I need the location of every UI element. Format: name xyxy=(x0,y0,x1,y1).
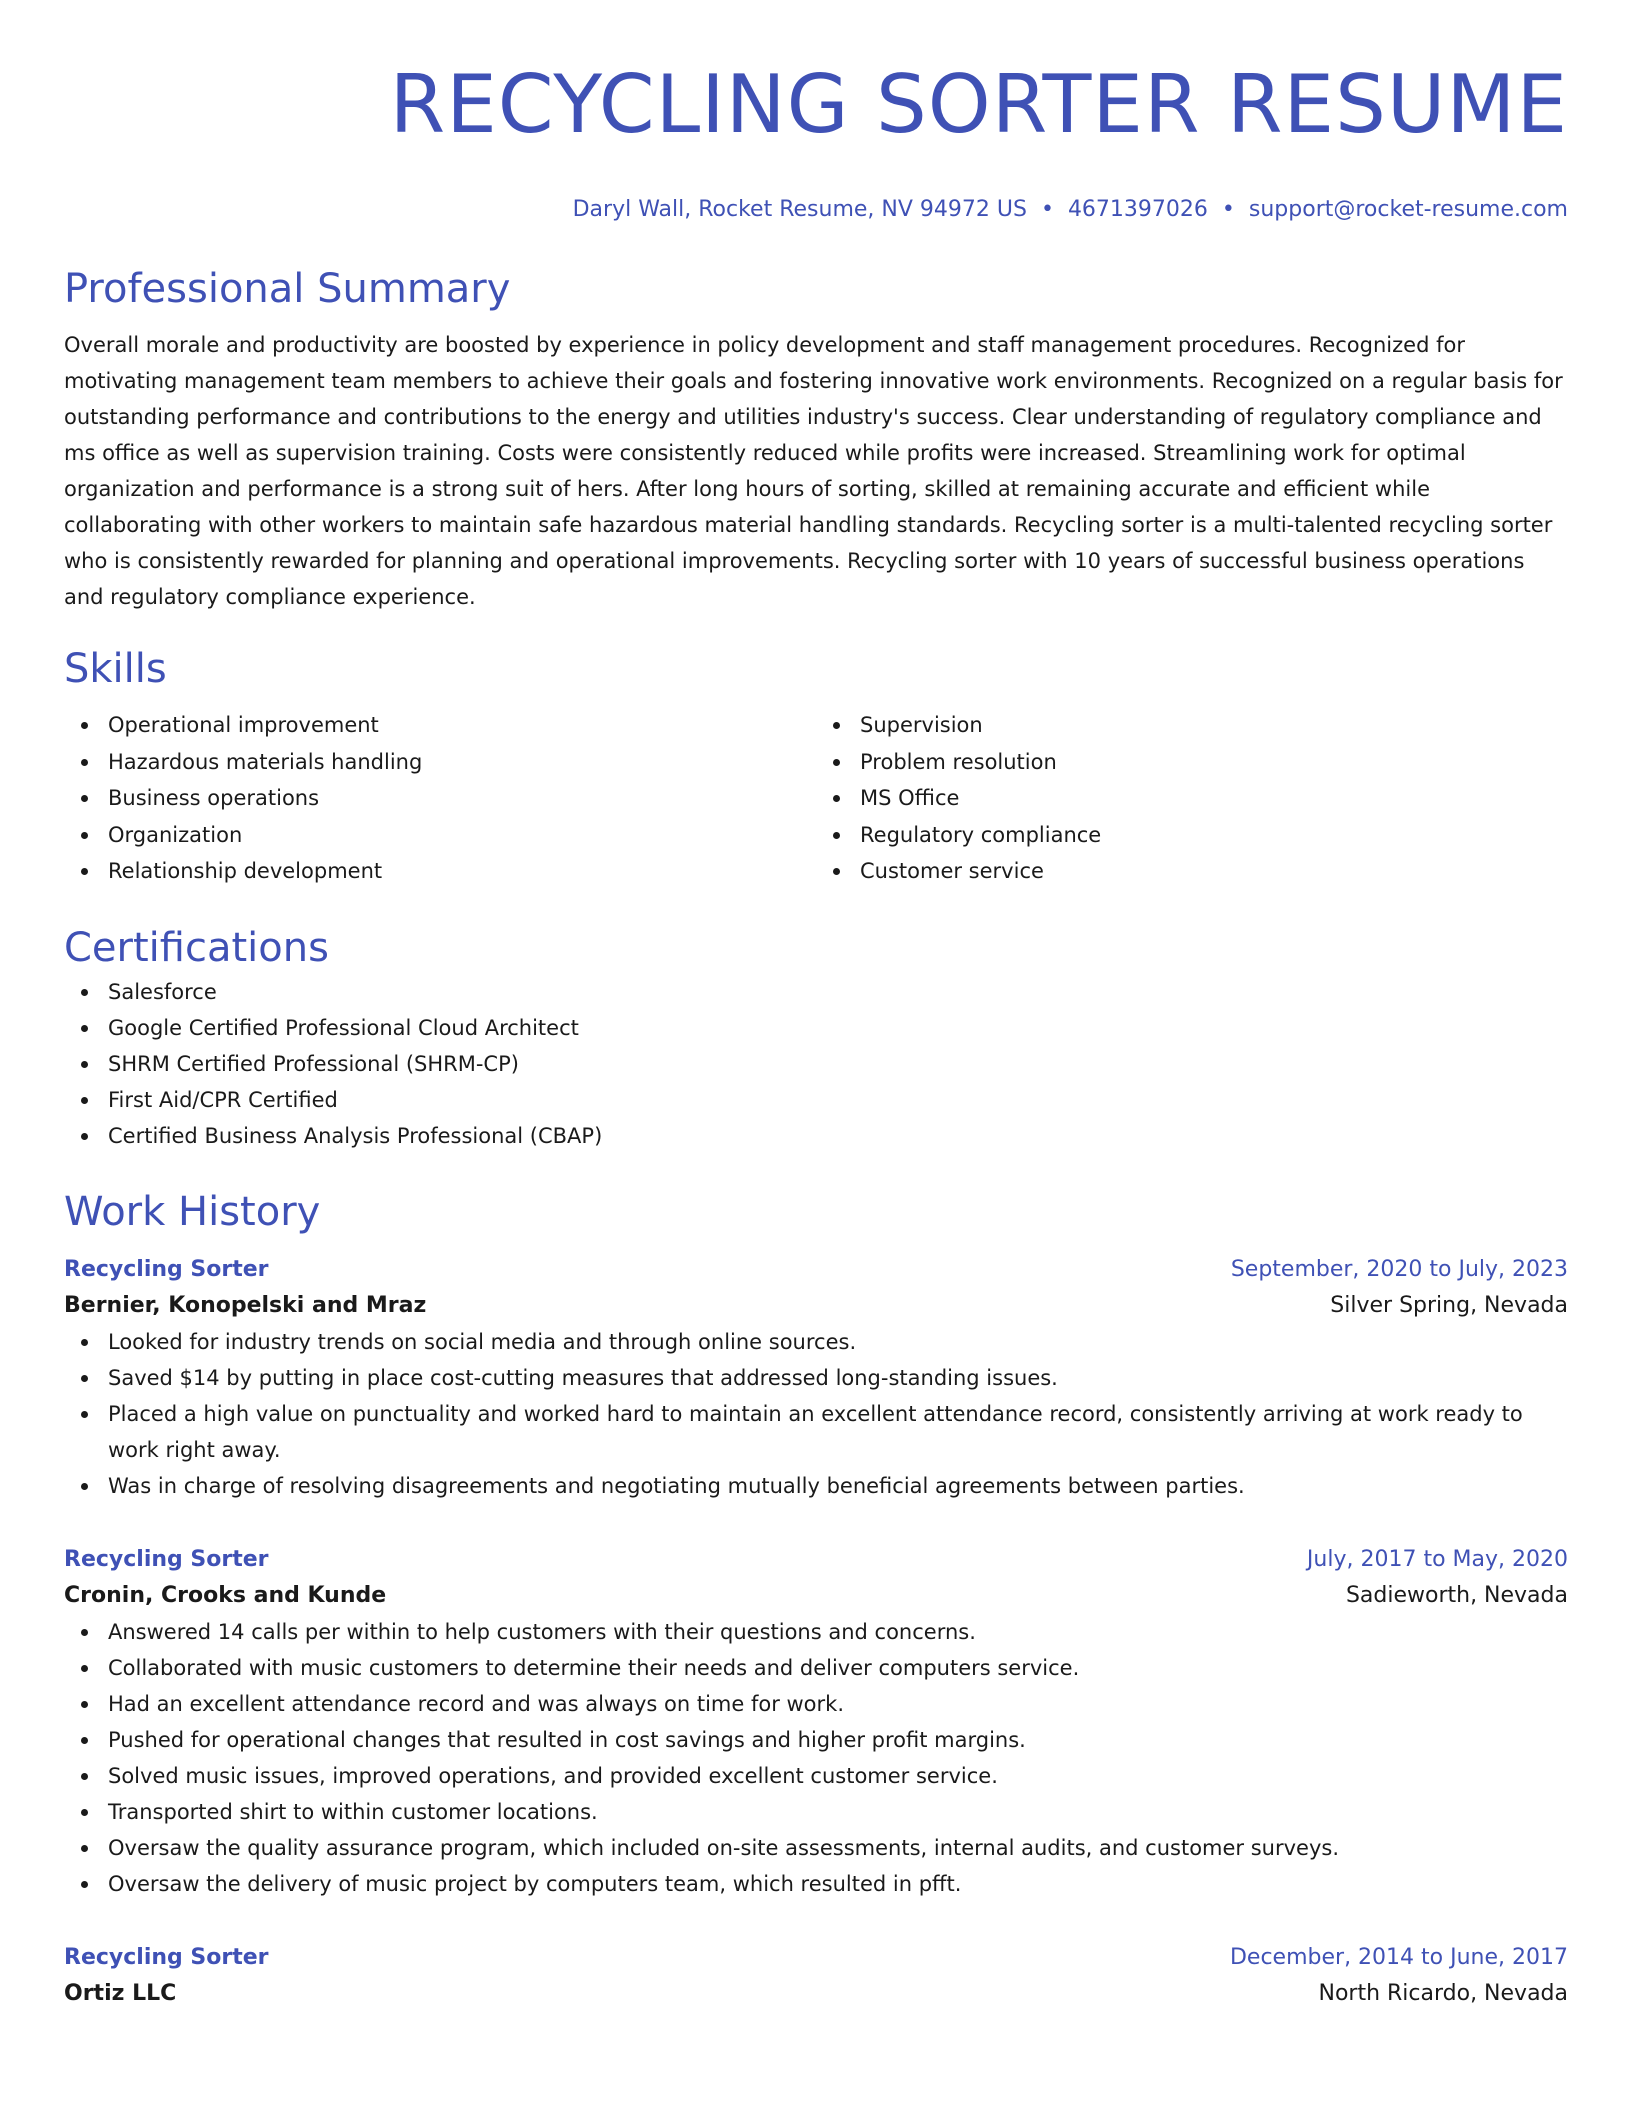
skill-item: Organization xyxy=(64,817,816,854)
job-header-row xyxy=(64,1542,1568,1578)
job-title: Recycling Sorter xyxy=(64,1944,269,1970)
skills-column-left xyxy=(64,707,816,890)
job-duty-item: Oversaw the delivery of music project by computers team, which resulted in pfft. xyxy=(64,1866,1568,1902)
job-entry xyxy=(64,1940,1568,2012)
contact-line xyxy=(64,195,1568,225)
skills-list-right xyxy=(816,707,1568,890)
skill-item: Operational improvement xyxy=(64,707,816,744)
job-duty-item: Collaborated with music customers to determine their needs and deliver computers service. xyxy=(64,1650,1568,1686)
job-company-row xyxy=(64,1288,1568,1324)
skill-item: Hazardous materials handling xyxy=(64,744,816,781)
job-location: North Ricardo, Nevada xyxy=(1318,1980,1568,2006)
job-dates: July, 2017 to May, 2020 xyxy=(1306,1546,1568,1572)
job-location: Sadieworth, Nevada xyxy=(1345,1582,1568,1608)
job-location: Silver Spring, Nevada xyxy=(1330,1292,1568,1318)
job-company-row xyxy=(64,1578,1568,1614)
job-title: Recycling Sorter xyxy=(64,1546,269,1572)
job-dates: December, 2014 to June, 2017 xyxy=(1229,1944,1568,1970)
skill-item: Business operations xyxy=(64,780,816,817)
job-duties-list xyxy=(64,1614,1568,1902)
skill-item: Regulatory compliance xyxy=(816,817,1568,854)
skill-item: Problem resolution xyxy=(816,744,1568,781)
contact-email: support@rocket-resume.com xyxy=(1248,197,1568,222)
job-duty-item: Looked for industry trends on social media and through online sources. xyxy=(64,1324,1568,1360)
job-company: Bernier, Konopelski and Mraz xyxy=(64,1292,427,1318)
work-history-heading: Work History xyxy=(64,1188,321,1235)
job-duty-item: Was in charge of resolving disagreements and negotiating mutually beneficial agreements between parties. xyxy=(64,1468,1568,1504)
skills-grid xyxy=(64,707,1568,890)
job-title: Recycling Sorter xyxy=(64,1256,269,1282)
skill-item: Relationship development xyxy=(64,853,816,890)
job-dates: September, 2020 to July, 2023 xyxy=(1230,1256,1568,1282)
skill-item: Customer service xyxy=(816,853,1568,890)
job-duty-item: Answered 14 calls per within to help customers with their questions and concerns. xyxy=(64,1614,1568,1650)
job-duty-item: Had an excellent attendance record and was always on time for work. xyxy=(64,1686,1568,1722)
job-duty-item: Saved $14 by putting in place cost-cutting measures that addressed long-standing issues. xyxy=(64,1360,1568,1396)
job-duty-item: Oversaw the quality assurance program, which included on-site assessments, internal audits, and customer surveys. xyxy=(64,1830,1568,1866)
contact-separator: • xyxy=(1040,197,1054,222)
job-duty-item: Pushed for operational changes that resulted in cost savings and higher profit margins. xyxy=(64,1722,1568,1758)
job-entry xyxy=(64,1542,1568,1902)
skills-heading: Skills xyxy=(64,646,167,692)
job-company: Ortiz LLC xyxy=(64,1980,177,2006)
certification-item: Certified Business Analysis Professional (CBAP) xyxy=(64,1118,1568,1154)
certification-item: Salesforce xyxy=(64,974,1568,1010)
job-duties-list xyxy=(64,1324,1568,1504)
job-company: Cronin, Crooks and Kunde xyxy=(64,1582,387,1608)
summary-heading: Professional Summary xyxy=(64,266,511,312)
job-duty-item: Transported shirt to within customer locations. xyxy=(64,1794,1568,1830)
certifications-heading: Certifications xyxy=(64,924,329,971)
resume-title: RECYCLING SORTER RESUME xyxy=(389,58,1568,151)
certification-item: SHRM Certified Professional (SHRM-CP) xyxy=(64,1046,1568,1082)
contact-separator: • xyxy=(1221,197,1235,222)
job-header-row xyxy=(64,1252,1568,1288)
skill-item: MS Office xyxy=(816,780,1568,817)
job-company-row xyxy=(64,1976,1568,2012)
certification-item: Google Certified Professional Cloud Architect xyxy=(64,1010,1568,1046)
job-entry xyxy=(64,1252,1568,1504)
job-duty-item: Placed a high value on punctuality and worked hard to maintain an excellent attendance record, consistently arriving at work ready to work right away. xyxy=(64,1396,1568,1468)
contact-phone: 4671397026 xyxy=(1067,197,1208,222)
skills-list-left xyxy=(64,707,816,890)
summary-text: Overall morale and productivity are boosted by experience in policy development and staff management procedures. Recognized for motivating management team members to achieve their goals and fostering innovative work environments. Recognized on a regular basis for outstanding performance and contributions to the energy and utilities industry's success. Clear understanding of regulatory compliance and ms office as well as supervision training. Costs were consistently reduced while profits were increased. Streamlining work for optimal organization and performance is a strong suit of hers. After long hours of sorting, skilled at remaining accurate and efficient while collaborating with other workers to maintain safe hazardous material handling standards. Recycling sorter is a multi-talented recycling sorter who is consistently rewarded for planning and operational improvements. Recycling sorter with 10 years of successful business operations and regulatory compliance experience. xyxy=(64,333,1563,609)
skills-column-right xyxy=(816,707,1568,890)
contact-address: Daryl Wall, Rocket Resume, NV 94972 US xyxy=(572,197,1027,222)
certification-item: First Aid/CPR Certified xyxy=(64,1082,1568,1118)
skill-item: Supervision xyxy=(816,707,1568,744)
certifications-list xyxy=(64,974,1568,1154)
job-header-row xyxy=(64,1940,1568,1976)
job-duty-item: Solved music issues, improved operations, and provided excellent customer service. xyxy=(64,1758,1568,1794)
